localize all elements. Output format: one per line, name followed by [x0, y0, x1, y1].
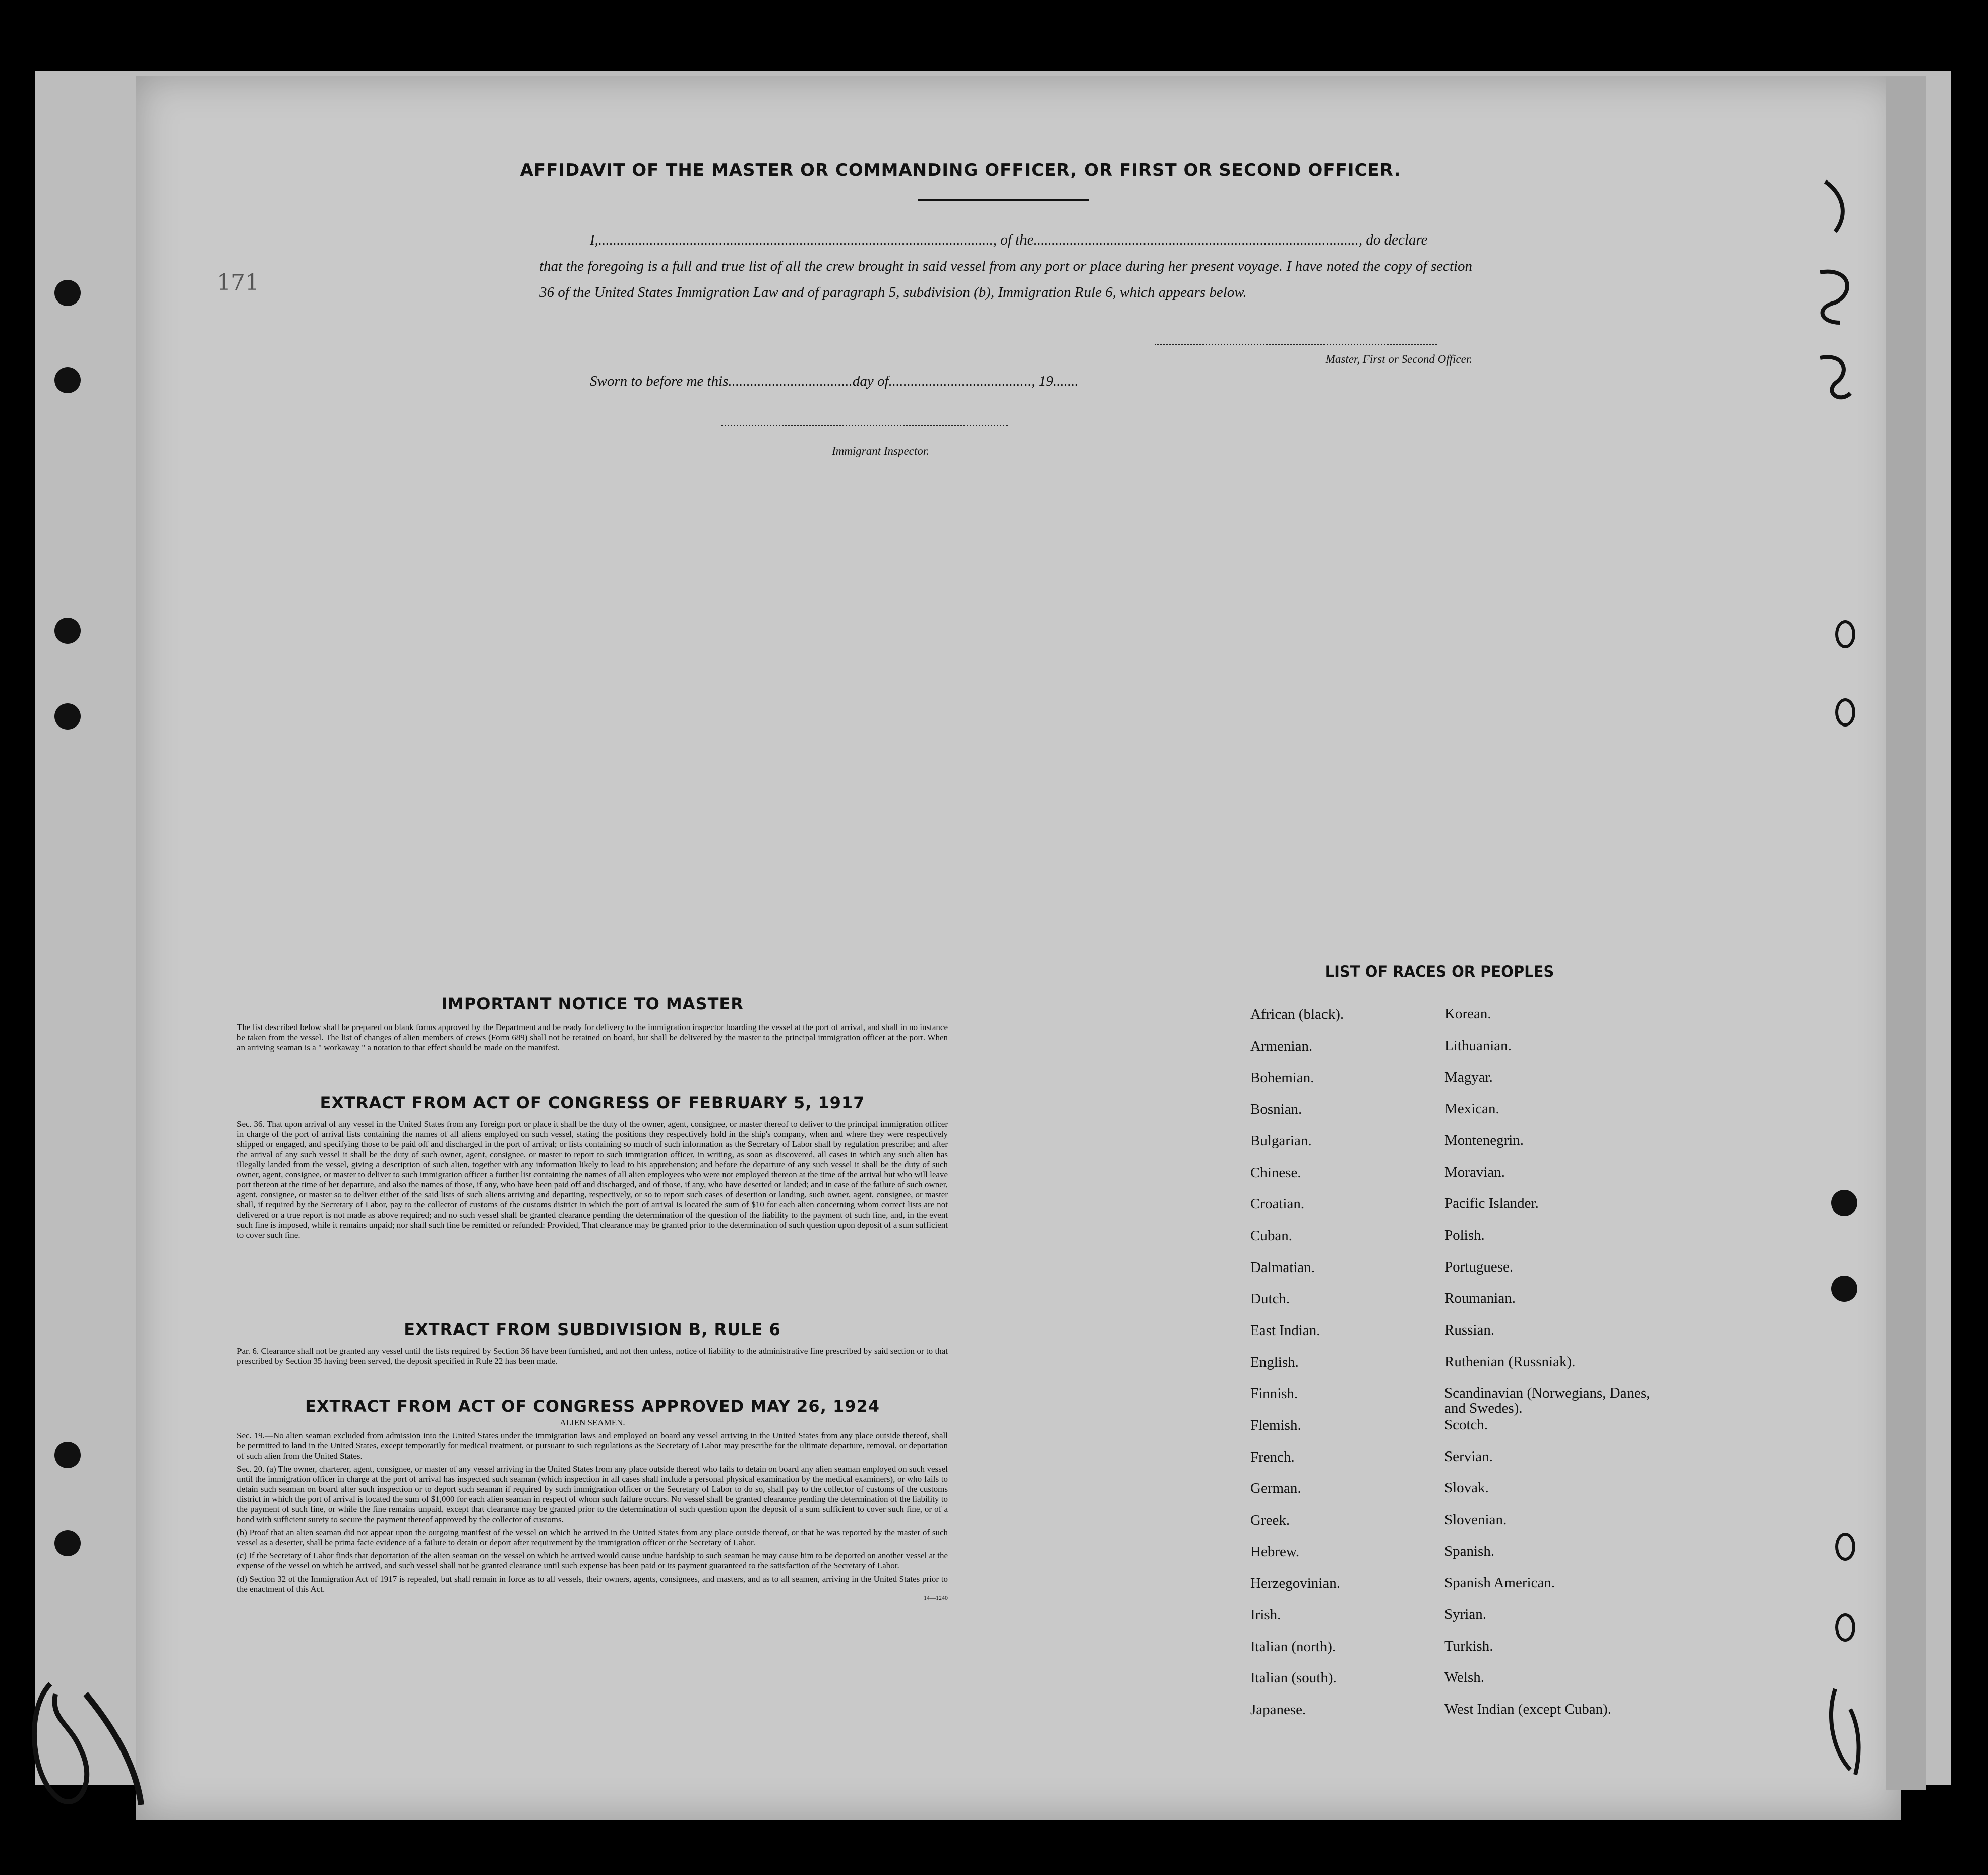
punch-hole [54, 703, 81, 730]
race-item: Bulgarian. [1250, 1133, 1312, 1149]
race-item: East Indian. [1250, 1322, 1320, 1339]
race-item: Pacific Islander. [1444, 1195, 1539, 1212]
punch-hole [1831, 1190, 1857, 1216]
race-item: Dutch. [1250, 1291, 1290, 1307]
race-item: Ruthenian (Russniak). [1444, 1354, 1576, 1370]
race-item: Welsh. [1444, 1669, 1485, 1685]
race-item: Slovak. [1444, 1480, 1489, 1496]
notice-text: The list described below shall be prepared on blank forms approved by the Department and be ready for delivery to the immigration inspector boarding the vessel at the port of arrival, and shall in no instance be taken from the vessel. The list of changes of alien members of crews (Form 689) shall not be retained on board, but shall be delivered by the master to the principal immigration officer at the port. When an arriving seaman is a " workaway " a notation to that effect should be made on the manifest. [237, 1022, 948, 1052]
inspector-signature-line [721, 425, 1008, 426]
rule6-text: Par. 6. Clearance shall not be granted any vessel until the lists required by Section 36 have been furnished, and not then unless, notice of liability to the administrative fine prescribed by said section or to that prescribed by Section 35 having been served, the deposit specified in Rule 22 has been made. [237, 1346, 948, 1366]
race-item: English. [1250, 1354, 1299, 1370]
race-item: West Indian (except Cuban). [1444, 1701, 1612, 1717]
race-item: Scotch. [1444, 1417, 1488, 1433]
race-item: Russian. [1444, 1322, 1495, 1338]
margin-number: 171 [217, 270, 259, 295]
race-item: German. [1250, 1480, 1301, 1496]
affidavit-line1: I,............................................................................................................, of the........................................................................................., do declare [590, 232, 1428, 248]
sec20b-text: (b) Proof that an alien seaman did not appear upon the outgoing manifest of the vessel on which he arrived in the United States from any place outside thereof, or that he was reported by the master of such vessel as a deserter, shall be prima facie evidence of a failure to detain or deport after requirement by the immigration officer or the Secretary of Labor. [237, 1528, 948, 1547]
punch-hole-ring [1835, 620, 1855, 648]
handwritten-mark-right [1805, 171, 1865, 408]
affidavit-body [539, 227, 1472, 306]
race-item: Slovenian. [1444, 1511, 1507, 1528]
race-item: Armenian. [1250, 1038, 1313, 1054]
inspector-label: Immigrant Inspector. [832, 445, 929, 457]
rule6-heading: EXTRACT FROM SUBDIVISION B, RULE 6 [404, 1320, 781, 1339]
punch-hole [54, 280, 81, 306]
race-item: Irish. [1250, 1607, 1281, 1623]
punch-hole [54, 1442, 81, 1468]
race-item: Greek. [1250, 1512, 1290, 1528]
punch-hole [54, 618, 81, 644]
race-item: Spanish American. [1444, 1575, 1555, 1591]
race-item: Syrian. [1444, 1606, 1486, 1622]
race-item: Italian (north). [1250, 1639, 1336, 1655]
race-item: Turkish. [1444, 1638, 1493, 1654]
signature-label: Master, First or Second Officer. [1325, 353, 1472, 366]
race-item: Hebrew. [1250, 1544, 1300, 1560]
race-item: Croatian. [1250, 1196, 1305, 1212]
punch-hole [54, 367, 81, 393]
notice-heading: IMPORTANT NOTICE TO MASTER [441, 994, 744, 1013]
punch-hole-ring [1835, 1533, 1855, 1561]
race-item: Portuguese. [1444, 1259, 1514, 1275]
act-1924-extract [237, 1397, 948, 1602]
race-item: Polish. [1444, 1227, 1485, 1243]
race-item: Japanese. [1250, 1702, 1306, 1718]
race-item: Magyar. [1444, 1069, 1493, 1085]
page-edge [1886, 76, 1926, 1790]
punch-hole-ring [1835, 698, 1855, 727]
race-item: Cuban. [1250, 1228, 1292, 1244]
act-1917-heading: EXTRACT FROM ACT OF CONGRESS OF FEBRUARY 5, 1917 [320, 1093, 865, 1112]
title-underline [918, 199, 1089, 201]
sec19-text: Sec. 19.—No alien seaman excluded from admission into the United States under the immigration laws and employed on board any vessel arriving in the United States from any place outside thereof, shall be permitted to land in the United States, except temporarily for medical treatment, or pursuant to such regulations as the Secretary of Labor may prescribe for the ultimate departure, removal, or deportation of such alien from the United States. [237, 1431, 948, 1461]
race-item: Finnish. [1250, 1385, 1298, 1402]
sworn-line: Sworn to before me this..................................day of......................................., 19....... [590, 373, 1079, 389]
punch-hole [54, 1530, 81, 1556]
race-item: Bosnian. [1250, 1101, 1302, 1117]
act-1917-text: Sec. 36. That upon arrival of any vessel in the United States from any foreign port or place it shall be the duty of the owner, agent, consignee, or master thereof to deliver to the principal immigration officer in charge of the port of arrival lists containing the names of all aliens employed on such vessel, stating the positions they respectively hold in the ship's company, when and where they were respectively shipped or engaged, and specifying those to be paid off and discharged in the port of arrival; or lists containing so much of such information as the Secretary of Labor shall by regulation prescribe; and after the arrival of any such vessel it shall be the duty of such owner, agent, consignee, or master to report to such immigration officer, in writing, as soon as discovered, all cases in which any such alien has illegally landed from the vessel, giving a description of such alien, together with any information likely to lead to his apprehension; and before the departure of any such vessel it shall be the duty of such owner, agent, consignee, or master to deliver to such immigration officer a further list containing the names of all alien employees who were not employed thereon at the time of the arrival but who will leave port thereon at the time of her departure, and also the names of those, if any, who have been paid off and discharged, and of those, if any, who have deserted or landed; and in case of the failure of such owner, agent, consignee, or master so to deliver either of the said lists of such aliens arriving and departing, respectively, or so to report such cases of desertion or landing, such owner, agent, consignee, or master shall, if required by the Secretary of Labor, pay to the collector of customs of the customs district in which the port of arrival is located the sum of $10 for each alien concerning whom correct lists are not delivered or a true report is not made as above required; and no such vessel shall be granted clearance pending the determination of the question of the liability to the payment of such fine, and, in the event such fine is imposed, while it remains unpaid; nor shall such fine be remitted or refunded: Provided, That clearance may be granted prior to the determination of such question upon deposit of a sum sufficient to cover such fine. [237, 1119, 948, 1240]
race-item: Mexican. [1444, 1101, 1499, 1117]
punch-hole-ring [1835, 1613, 1855, 1642]
race-item: French. [1250, 1449, 1295, 1465]
signature-line [1155, 344, 1437, 345]
race-item: Servian. [1444, 1448, 1493, 1465]
races-heading: LIST OF RACES OR PEOPLES [1324, 963, 1554, 980]
sec20c-text: (c) If the Secretary of Labor finds that deportation of the alien seaman on the vessel on which he arrived would cause undue hardship to such seaman he may cause him to be deported on another vessel at the expense of the vessel on which he arrived, and such vessel shall not be granted clearance until such expense has been paid or its payment guaranteed to the satisfaction of the Secretary of Labor. [237, 1551, 948, 1570]
race-item: Dalmatian. [1250, 1259, 1315, 1276]
form-number: 14—1240 [924, 1594, 948, 1601]
act-1917-extract [237, 1093, 948, 1240]
sec20a-text: Sec. 20. (a) The owner, charterer, agent, consignee, or master of any vessel arriving in the United States from any place outside thereof who fails to detain on board any alien seaman employed on such vessel until the immigration officer in charge at the port of arrival has inspected such seaman (which inspection in all cases shall include a personal physical examination by the medical examiners), or who fails to detain such seaman on board after such inspection or to deport such seaman if required by such immigration officer or the Secretary of Labor to do so, shall pay to the collector of customs of the customs district in which the port of arrival is located the sum of $1,000 for each alien seaman in respect of whom such failure occurs. No vessel shall be granted clearance pending the determination of the liability to the payment of such fine, or while the fine remains unpaid, except that clearance may be granted prior to the determination of such question upon the deposit of a sum sufficient to cover such fine, or of a bond with sufficient surety to secure the payment thereof approved by the collector of customs. [237, 1464, 948, 1524]
affidavit-title: AFFIDAVIT OF THE MASTER OR COMMANDING OFFICER, OR FIRST OR SECOND OFFICER. [520, 160, 1401, 180]
race-item: Korean. [1444, 1006, 1491, 1022]
race-item: African (black). [1250, 1006, 1344, 1022]
punch-hole [1831, 1276, 1857, 1302]
race-item: Roumanian. [1444, 1290, 1516, 1306]
race-item: Scandinavian (Norwegians, Danes, and Swedes). [1444, 1385, 1650, 1416]
sec20d-text: (d) Section 32 of the Immigration Act of 1917 is repealed, but shall remain in force as to all vessels, their owners, agents, consignees, and masters, and as to all seamen, arriving in the United States prior to the enactment of this Act. [237, 1574, 948, 1594]
handwritten-mark-bottom-left [20, 1664, 151, 1815]
race-item: Lithuanian. [1444, 1038, 1512, 1054]
act-1924-subheading: ALIEN SEAMEN. [560, 1418, 625, 1427]
notice-to-master [237, 994, 948, 1053]
rule6-extract [237, 1320, 948, 1366]
race-item: Herzegovinian. [1250, 1575, 1340, 1591]
affidavit-declaration: that the foregoing is a full and true list of all the crew brought in said vessel from any port or place during her present voyage. I have noted the copy of section 36 of the United States Immigration Law and of paragraph 5, subdivision (b), Immigration Rule 6, which appears below. [539, 258, 1472, 300]
race-item: Flemish. [1250, 1417, 1301, 1433]
handwritten-mark-bottom-right [1815, 1679, 1876, 1780]
race-item: Chinese. [1250, 1165, 1301, 1181]
race-item: Spanish. [1444, 1543, 1495, 1559]
act-1924-heading: EXTRACT FROM ACT OF CONGRESS APPROVED MAY 26, 1924 [305, 1397, 880, 1416]
race-item: Italian (south). [1250, 1670, 1337, 1686]
race-item: Bohemian. [1250, 1070, 1314, 1086]
race-item: Montenegrin. [1444, 1132, 1524, 1148]
race-item: Moravian. [1444, 1164, 1505, 1180]
